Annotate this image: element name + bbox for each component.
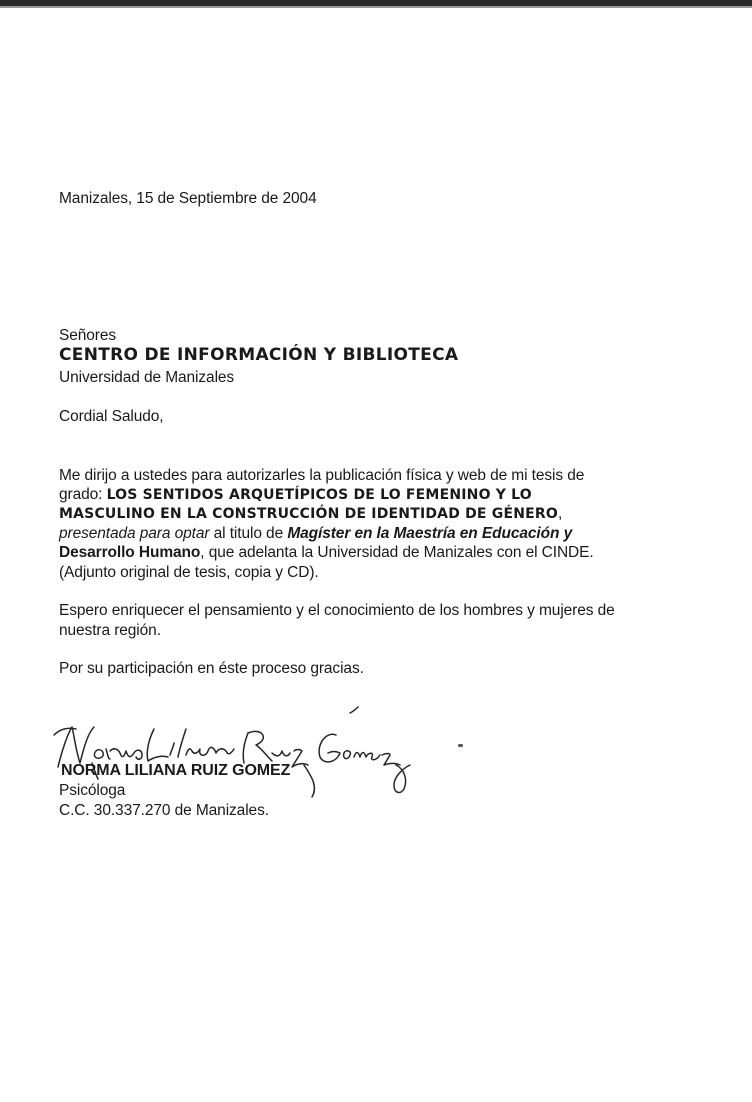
signer-id: C.C. 30.337.270 de Manizales. (59, 802, 269, 819)
signer-name: NORMA LILIANA RUIZ GOMEZ (61, 762, 291, 779)
scan-top-edge-shadow (0, 6, 752, 8)
ink-speck (458, 744, 463, 747)
body-p1-line2-prefix: grado: (59, 486, 107, 503)
body-p1-line1: Me dirijo a ustedes para autorizarles la publicación física y web de mi tesis de (59, 467, 585, 484)
salutation-to: Señores (59, 327, 117, 344)
body-p1-line4 (59, 524, 572, 543)
body-p1-line5-suffix: , que adelanta la Universidad de Manizales con el CINDE. (200, 544, 594, 561)
body-p1-line5 (59, 543, 594, 562)
greeting: Cordial Saludo, (59, 408, 164, 425)
thesis-title-part2: MASCULINO EN LA CONSTRUCCIÓN DE IDENTIDAD DE GÉNERO (59, 506, 558, 522)
thesis-title-part1: LOS SENTIDOS ARQUETÍPICOS DE LO FEMENINO Y LO (106, 487, 532, 503)
date-line: Manizales, 15 de Septiembre de 2004 (59, 190, 317, 207)
body-p3: Por su participación en éste proceso gracias. (59, 660, 364, 677)
body-p1-line3-comma: , (557, 505, 563, 522)
body-p1-line4-mid: al titulo de (209, 525, 288, 542)
body-p2-line1: Espero enriquecer el pensamiento y el conocimiento de los hombres y mujeres de (59, 602, 615, 619)
body-p1-line2 (59, 485, 532, 505)
body-p1-line6: (Adjunto original de tesis, copia y CD). (59, 564, 319, 581)
body-p1-line3 (59, 504, 562, 524)
recipient-org: CENTRO DE INFORMACIÓN Y BIBLIOTECA (59, 345, 459, 365)
body-p2-line2: nuestra región. (59, 622, 161, 639)
degree-part1: Magíster en la Maestría en Educación y (287, 525, 573, 542)
body-p1-line4-prefix: presentada para optar (59, 525, 210, 542)
recipient-institution: Universidad de Manizales (59, 369, 235, 386)
signer-title: Psicóloga (59, 782, 126, 799)
degree-part2: Desarrollo Humano (59, 544, 201, 561)
